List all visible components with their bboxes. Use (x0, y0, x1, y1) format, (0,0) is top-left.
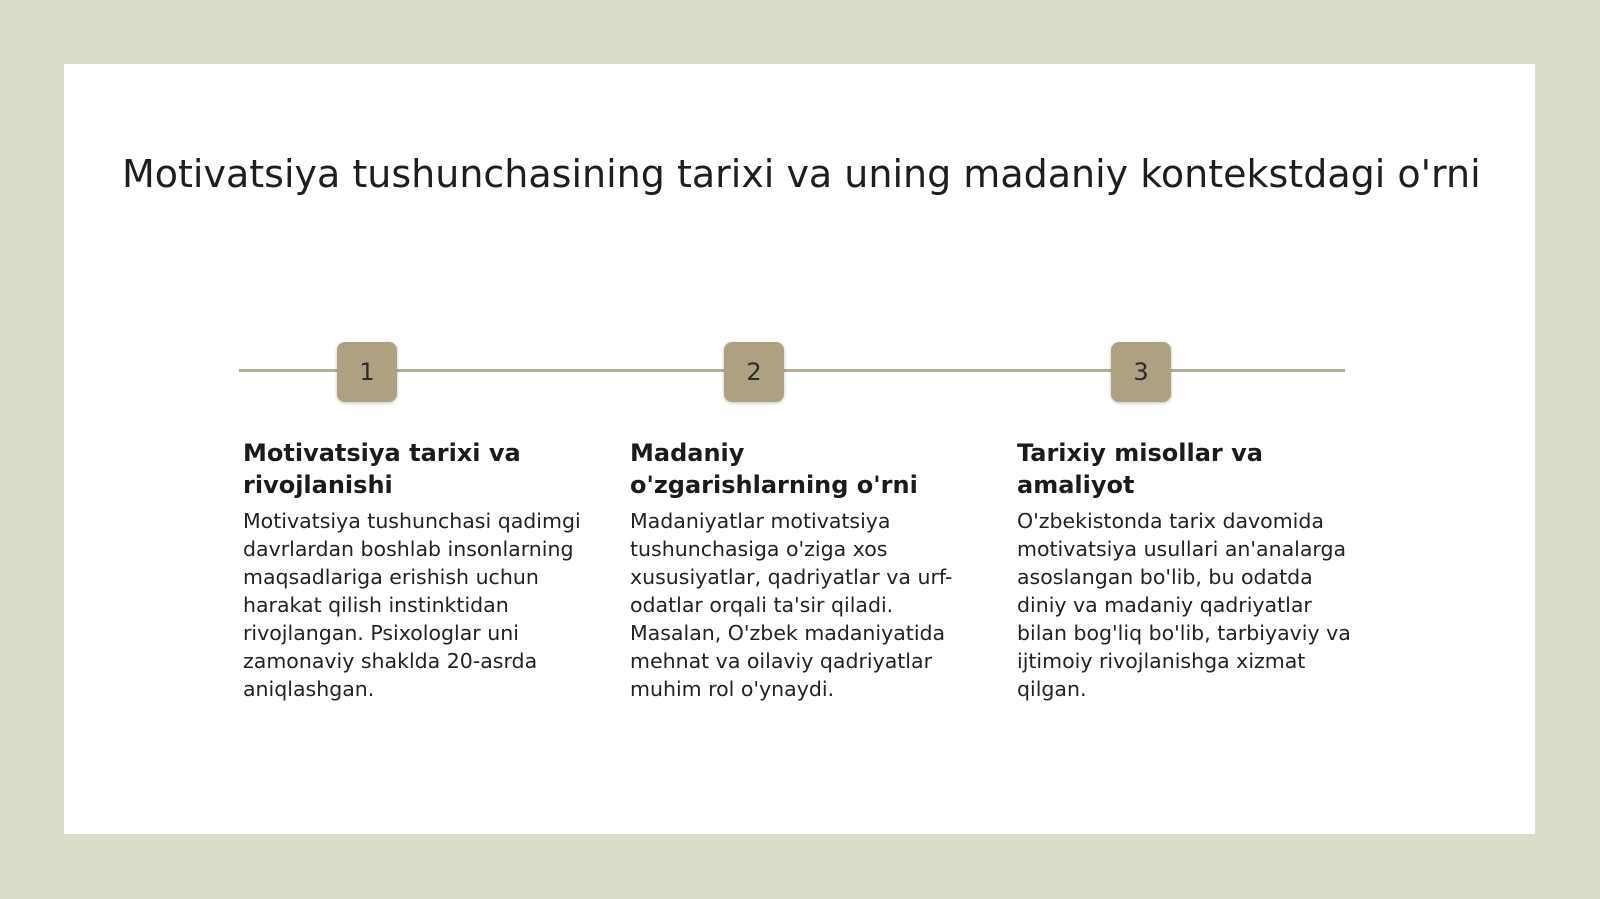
step-badge-2: 2 (724, 342, 784, 402)
slide-title: Motivatsiya tushunchasining tarixi va uning madaniy kontekstdagi o'rni (122, 152, 1481, 196)
step-description: O'zbekistonda tarix davomida motivatsiya usullari an'analarga asoslangan bo'lib, bu odatda diniy va madaniy qadriyatlar bilan bog'liq bo'lib, tarbiyaviy va ijtimoiy rivojlanishga xizmat qilgan. (1017, 509, 1351, 701)
step-description: Motivatsiya tushunchasi qadimgi davrlardan boshlab insonlarning maqsadlariga erishish uchun harakat qilish instinktidan rivojlangan. Psixologlar uni zamonaviy shaklda 20-asrda aniqlashgan. (243, 509, 581, 701)
step-column-1 (243, 437, 583, 703)
step-column-3 (1017, 437, 1357, 703)
timeline-line (239, 369, 1345, 372)
step-heading: Motivatsiya tarixi va rivojlanishi (243, 439, 521, 499)
step-badge-1: 1 (337, 342, 397, 402)
slide (64, 64, 1535, 834)
step-heading: Tarixiy misollar va amaliyot (1017, 439, 1263, 499)
step-description: Madaniyatlar motivatsiya tushunchasiga o'ziga xos xususiyatlar, qadriyatlar va urf-odatlar orqali ta'sir qiladi. Masalan, O'zbek madaniyatida mehnat va oilaviy qadriyatlar muhim rol o'ynaydi. (630, 509, 953, 701)
step-heading: Madaniy o'zgarishlarning o'rni (630, 439, 918, 499)
step-column-2 (630, 437, 970, 703)
step-badge-3: 3 (1111, 342, 1171, 402)
